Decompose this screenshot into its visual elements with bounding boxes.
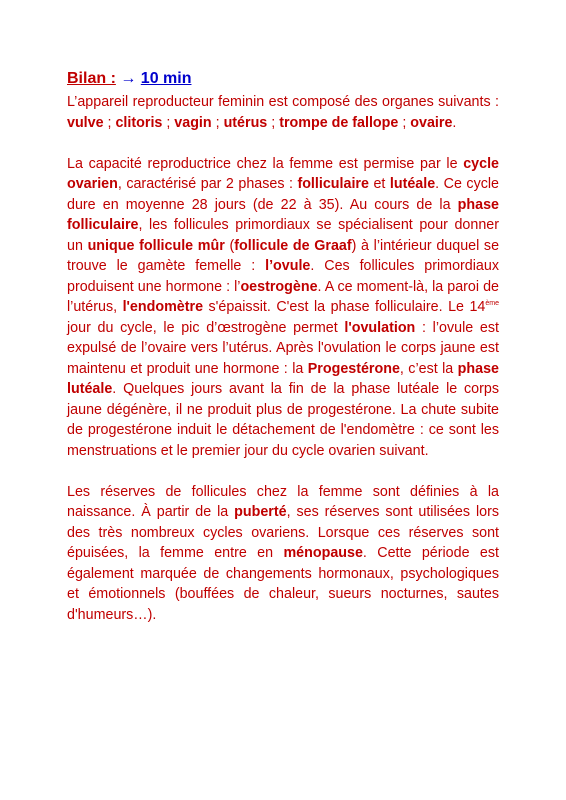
term-cycle-ovarien: cycle ovarien — [67, 155, 499, 192]
term-phase-luteale: phase lutéale — [67, 360, 499, 397]
term-ovulation: l'ovulation — [344, 319, 416, 336]
ordinal-superscript: ème — [485, 300, 499, 307]
duration-label: 10 min — [140, 70, 192, 87]
term-clitoris: clitoris — [115, 114, 163, 131]
arrow-right-icon: → — [120, 70, 137, 87]
term-vagin: vagin — [174, 114, 212, 131]
bilan-heading — [67, 68, 499, 90]
term-puberte: puberté — [234, 504, 287, 520]
term-ovule: l’ovule — [265, 258, 311, 274]
term-follicule-graaf: follicule de Graaf — [234, 237, 352, 254]
term-phase-folliculaire: phase folliculaire — [67, 196, 499, 233]
paragraph-organs: L’appareil reproducteur feminin est composé des organes suivants : vulve ; clitoris ; vagin ; utérus ; trompe de fallope ; ovaire. — [67, 94, 499, 131]
term-trompe: trompe de fallope — [279, 114, 399, 131]
term-folliculaire: folliculaire — [297, 176, 369, 192]
paragraph-cycle-ovarien: La capacité reproductrice chez la femme est permise par le cycle ovarien, caractérisé par 2 phases : folliculaire et lutéale. Ce cycle dure en moyenne 28 jours (de 22 à 35). Au cours de la phase folliculaire, les follicules primordiaux se spécialisent pour donner un unique follicule mûr (follicule de Graaf) à l’intérieur duquel se trouve le gamète femelle : l’ovule. Ces follicules primordiaux produisent une hormone : l’oestrogène. A ce moment-là, la paroi de l’utérus, l'endomètre s'épaissit. C'est la phase folliculaire. Le 14ème jour du cycle, le pic d’œstrogène permet l'ovulation : l’ovule est expulsé de l’ovaire vers l’utérus. Après l'ovulation le corps jaune est maintenu et produit une hormone : la Progestérone, c’est la phase lutéale. Quelques jours avant la fin de la phase lutéale le corps jaune dégénère, il ne produit plus de progestérone. La chute subite de progestérone induit le détachement de l'endomètre : ce sont les menstruations et le premier jour du cycle ovarien suivant. — [67, 155, 500, 459]
term-progesterone: Progestérone — [307, 360, 400, 377]
term-oestrogene: oestrogène — [240, 278, 318, 295]
term-endometre: l'endomètre — [122, 299, 204, 315]
bilan-title: Bilan : — [67, 70, 116, 87]
term-ovaire: ovaire — [410, 114, 453, 131]
document-page — [67, 68, 499, 625]
term-uterus: utérus — [223, 114, 268, 131]
term-vulve: vulve — [67, 114, 104, 131]
term-menopause: ménopause — [283, 545, 363, 561]
term-follicule-mur: unique follicule mûr — [87, 237, 225, 254]
paragraph-reserves: Les réserves de follicules chez la femme sont définies à la naissance. À partir de la puberté, ses réserves sont utilisées lors des très nombreux cycles ovariens. Lorsque ces réserves sont épuisées, la femme entre en ménopause. Cette période est également marquée de changements hormonaux, psychologiques et émotionnels (bouffées de chaleur, sueurs nocturnes, sautes d'humeurs…). — [67, 483, 500, 623]
term-luteale: lutéale — [389, 176, 436, 192]
